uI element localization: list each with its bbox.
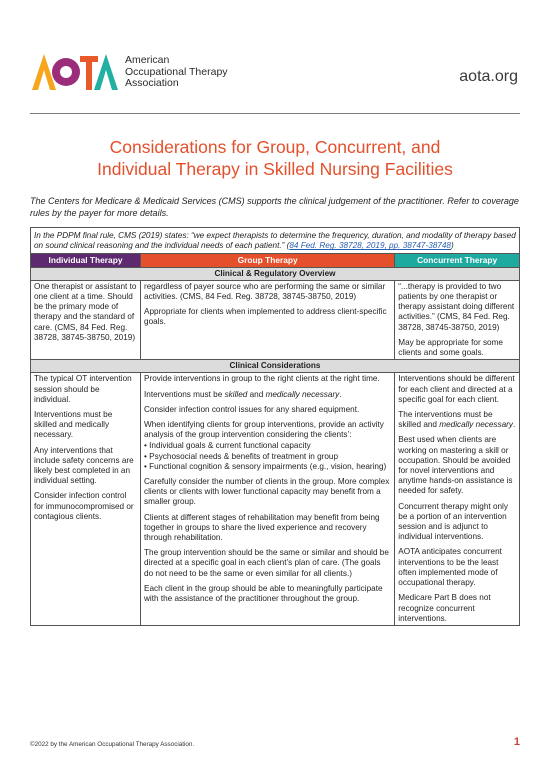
regulatory-group-text-2: Appropriate for clients when implemented to address client-specific goals. [144, 307, 387, 327]
clinical-group-text-2a: Interventions must be [144, 389, 225, 399]
title-line-1: Considerations for Group, Concurrent, and [109, 137, 441, 157]
regulatory-individual-text: One therapist or assistant to one client at a time. Should be the primary mode of therapy and the standard of care. (CMS, 84 Fed. Reg. 38728, 38745-38750, 2019) [34, 281, 137, 342]
clinical-group-text-1: Provide interventions in group to the right clients at the right time. [144, 374, 380, 384]
clinical-group-text-8: Each client in the group should be able to meaningfully participate with the assistance of the practitioner throughout the group. [144, 583, 383, 604]
clinical-individual-text-4: Consider infection control for immunocompromised or contagious clients. [34, 491, 134, 521]
page-title [30, 136, 520, 180]
clinical-group-bullet-1: • Individual goals & current functional capacity [144, 441, 311, 451]
regulatory-group-text-1: regardless of payer source who are performing the same or similar activities. (CMS, 84 Fed. Reg. 38728, 38745-38750, 2019) [144, 281, 386, 302]
page-header [30, 40, 520, 100]
clinical-concurrent-text-2 [398, 410, 516, 430]
clinical-individual-text-3: Any interventions that include safety concerns are likely best completed in an individual setting. [34, 445, 134, 486]
column-header-concurrent: Concurrent Therapy [395, 254, 520, 267]
clinical-concurrent-cell [395, 373, 520, 625]
clinical-concurrent-text-2c: . [512, 420, 516, 430]
clinical-group-skilled: skilled [224, 389, 248, 399]
intro-text: The Centers for Medicare & Medicaid Services (CMS) supports the clinical judgement of the practitioner. Refer to coverage rules by the payer for more details. [30, 196, 519, 218]
org-name-line-1: American [125, 54, 170, 66]
pdpm-quote-text: In the PDPM final rule, CMS (2019) states: “we expect therapists to determine the frequency, duration, and modality of therapy based on sound clinical reasoning and the individual needs of each patient.” ( [34, 231, 516, 251]
regulatory-concurrent-cell [395, 280, 520, 359]
org-name-line-2: Occupational Therapy [125, 65, 228, 78]
regulatory-concurrent-text-2: May be appropriate for some clients and some goals. [398, 337, 503, 358]
clinical-group-text-2 [144, 390, 391, 400]
pdpm-quote-close: ) [450, 241, 454, 251]
clinical-individual-cell [31, 373, 141, 625]
copyright-notice: ©2022 by the American Occupational Therapy Association. [30, 741, 195, 748]
clinical-group-text-2c: and [247, 389, 266, 399]
clinical-group-text-5: Carefully consider the number of clients in the group. More complex clients or clients with lower functional capacity may benefit from a smaller group. [144, 477, 390, 507]
clinical-concurrent-text-4: Concurrent therapy might only be a portion of an intervention session and is adjunct to individual interventions. [398, 501, 508, 542]
clinical-concurrent-text-5: AOTA anticipates concurrent interventions to be the least often implemented mode of occupational therapy. [398, 547, 502, 588]
clinical-individual-text-1: The typical OT intervention session should be individual. [34, 374, 132, 404]
regulatory-individual-cell [31, 280, 141, 359]
clinical-concurrent-text-6: Medicare Part B does not recognize concurrent interventions. [398, 593, 491, 623]
aota-logo [30, 40, 120, 94]
org-name-line-3: Association [125, 77, 179, 89]
clinical-concurrent-text-1: Interventions should be different for each client and directed at a specific goal for each client. [398, 374, 515, 404]
federal-register-link[interactable]: 84 Fed. Reg. 38728, 2019, pp. 38747-38748 [289, 241, 451, 251]
clinical-concurrent-text-3: Best used when clients are working on mastering a skill or occupation. Should be avoided for novel interventions and anytime hands-on assistance is needed for safety. [398, 435, 513, 496]
clinical-group-bullet-3: • Functional cognition & sensory impairments (e.g., vision, hearing) [144, 461, 387, 471]
section-regulatory-overview: Clinical & Regulatory Overview [31, 267, 520, 280]
column-header-individual: Individual Therapy [31, 254, 141, 267]
clinical-group-text-7: The group intervention should be the same or similar and should be directed at a specific goal in each client’s plan of care. (The goals do not need to be the same or even similar for all clients.) [144, 548, 389, 578]
clinical-group-cell [141, 373, 395, 625]
clinical-individual-text-2: Interventions must be skilled and medically necessary. [34, 410, 113, 440]
title-line-2: Individual Therapy in Skilled Nursing Facilities [97, 159, 453, 179]
clinical-concurrent-medically-necessary: medically necessary [439, 420, 513, 430]
page-number: 1 [513, 736, 520, 748]
clinical-group-medically-necessary: medically necessary [265, 389, 340, 399]
clinical-group-text-3: Consider infection control issues for any shared equipment. [144, 404, 360, 414]
regulatory-concurrent-text-1: “...therapy is provided to two patients by one therapist or therapy assistant doing different activities.” (CMS, 84 Fed. Reg. 38728, 38745-38750, 2019) [398, 281, 515, 332]
clinical-group-text-4: When identifying clients for group interventions, provide an activity analysis of the group intervention considering the clients’: [144, 420, 384, 440]
clinical-group-text-6: Clients at different stages of rehabilitation may benefit from being together in groups to share the lived experience and recovery through rehabilitation. [144, 512, 380, 543]
column-header-group: Group Therapy [141, 254, 395, 267]
website-url[interactable]: aota.org [459, 68, 518, 85]
clinical-group-bullet-2: • Psychosocial needs & benefits of treatment in group [144, 451, 339, 461]
therapy-comparison-table [30, 227, 520, 626]
organization-name [125, 55, 228, 90]
clinical-concurrent-text-2a: The interventions must be skilled and [398, 410, 493, 430]
section-clinical-considerations: Clinical Considerations [31, 360, 520, 373]
header-divider [30, 113, 520, 114]
clinical-group-text-2e: . [339, 389, 342, 399]
regulatory-group-cell [141, 280, 395, 359]
pdpm-rule-quote [31, 228, 520, 254]
